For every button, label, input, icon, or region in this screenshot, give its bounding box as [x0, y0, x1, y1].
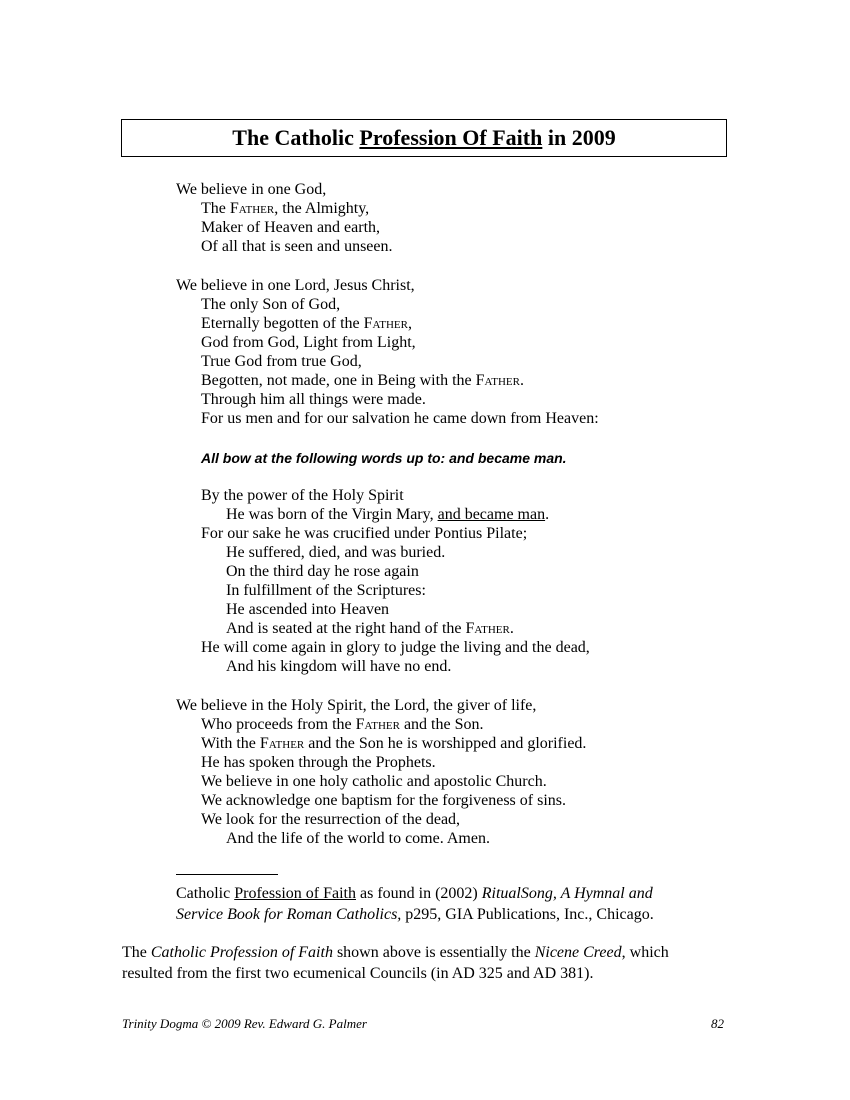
creed-line: For our sake he was crucified under Pontius Pilate;	[201, 525, 528, 542]
creed-line: We believe in one Lord, Jesus Christ,	[176, 277, 415, 294]
note-line: resulted from the first two ecumenical Councils (in AD 325 and AD 381).	[122, 965, 594, 982]
creed-line: Through him all things were made.	[201, 391, 426, 408]
title-prefix: The Catholic	[232, 125, 360, 150]
creed-line: Who proceeds from the Father and the Son.	[201, 716, 484, 733]
creed-line: He will come again in glory to judge the living and the dead,	[201, 639, 590, 656]
footnote-divider	[176, 874, 278, 875]
creed-line: In fulfillment of the Scriptures:	[226, 582, 426, 599]
page-number: 82	[711, 1016, 724, 1031]
creed-line: He suffered, died, and was buried.	[226, 544, 446, 561]
creed-line: And is seated at the right hand of the Father.	[226, 620, 514, 637]
note-line: The Catholic Profession of Faith shown above is essentially the Nicene Creed, which	[122, 944, 669, 961]
creed-line: We believe in the Holy Spirit, the Lord, the giver of life,	[176, 697, 537, 714]
creed-line: We acknowledge one baptism for the forgiveness of sins.	[201, 792, 566, 809]
creed-line: We believe in one God,	[176, 181, 327, 198]
creed-line: For us men and for our salvation he came down from Heaven:	[201, 410, 599, 427]
bow-instruction: All bow at the following words up to: and became man.	[201, 450, 567, 466]
creed-line: He has spoken through the Prophets.	[201, 754, 436, 771]
creed-line: By the power of the Holy Spirit	[201, 487, 404, 504]
creed-line: Eternally begotten of the Father,	[201, 315, 412, 332]
creed-line: Of all that is seen and unseen.	[201, 238, 393, 255]
creed-line: True God from true God,	[201, 353, 362, 370]
creed-line: He ascended into Heaven	[226, 601, 390, 618]
creed-line: The Father, the Almighty,	[201, 200, 370, 217]
citation-line: Service Book for Roman Catholics, p295, GIA Publications, Inc., Chicago.	[176, 906, 654, 923]
creed-line: God from God, Light from Light,	[201, 334, 416, 351]
creed-line: With the Father and the Son he is worshipped and glorified.	[201, 735, 587, 752]
creed-line: On the third day he rose again	[226, 563, 419, 580]
citation-line: Catholic Profession of Faith as found in (2002) RitualSong, A Hymnal and	[176, 885, 653, 902]
footer-text: Trinity Dogma © 2009 Rev. Edward G. Palmer	[122, 1016, 367, 1031]
creed-line: And the life of the world to come. Amen.	[226, 830, 490, 847]
title-underlined: Profession Of Faith	[359, 125, 543, 150]
page-title	[121, 119, 727, 157]
creed-line: We believe in one holy catholic and apostolic Church.	[201, 773, 547, 790]
creed-line: We look for the resurrection of the dead,	[201, 811, 461, 828]
title-suffix: in 2009	[542, 125, 616, 150]
creed-line: Maker of Heaven and earth,	[201, 219, 381, 236]
creed-line: And his kingdom will have no end.	[226, 658, 452, 675]
creed-line: He was born of the Virgin Mary, and became man.	[226, 506, 550, 523]
creed-line: Begotten, not made, one in Being with the Father.	[201, 372, 524, 389]
creed-line: The only Son of God,	[201, 296, 341, 313]
